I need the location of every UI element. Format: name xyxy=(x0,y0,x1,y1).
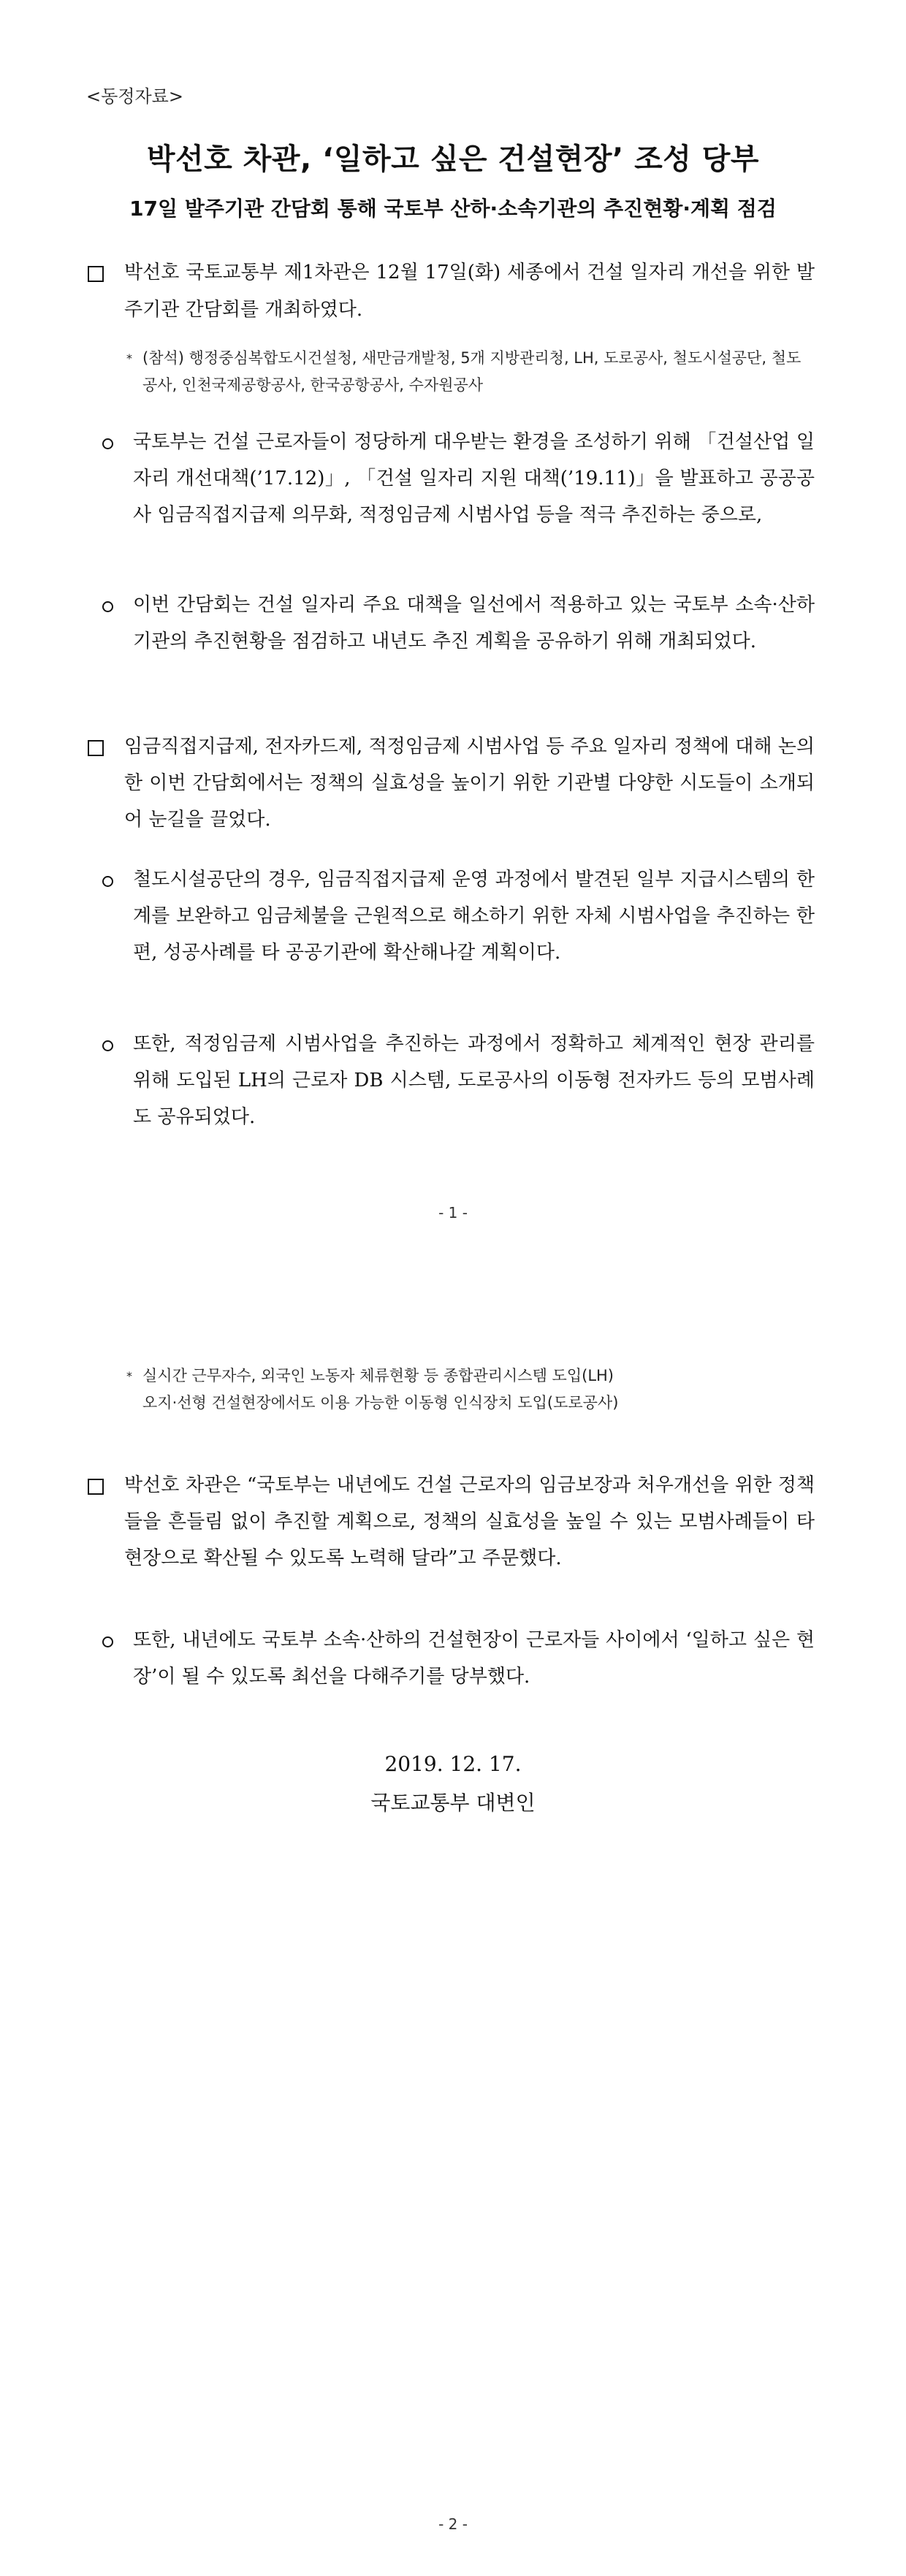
paragraph-3a: 또한, 내년에도 국토부 소속·산하의 건설현장이 근로자들 사이에서 ‘일하고 싶은 현장’이 될 수 있도록 최선을 다해주기를 당부했다. xyxy=(133,1629,815,1688)
paragraph-2a: 철도시설공단의 경우, 임금직접지급제 운영 과정에서 발견된 일부 지급시스템의 한계를 보완하고 임금체불을 근원적으로 해소하기 위한 자체 시범사업을 추진하는 한편, 성공사례를 타 공공기관에 확산해나갈 계획이다. xyxy=(133,869,815,964)
asterisk-icon: * xyxy=(126,1369,132,1383)
footnote-systems-line-2: 오지·선형 건설현장에서도 이용 가능한 이동형 인식장치 도입(도로공사) xyxy=(142,1394,619,1411)
paragraph-1b: 이번 간담회는 건설 일자리 주요 대책을 일선에서 적용하고 있는 국토부 소속·산하기관의 추진현황을 점검하고 내년도 추진 계획을 공유하기 위해 개최되었다. xyxy=(133,594,815,652)
asterisk-icon: * xyxy=(126,351,132,365)
circle-bullet-icon xyxy=(102,601,113,612)
circle-bullet-icon xyxy=(102,438,113,449)
square-bullet-icon xyxy=(88,740,104,756)
paragraph-1: 박선호 국토교통부 제1차관은 12월 17일(화) 세종에서 건설 일자리 개선을 위한 발주기관 간담회를 개최하였다. xyxy=(124,262,815,321)
footnote-systems xyxy=(126,1363,815,1417)
circle-bullet-icon xyxy=(102,1636,113,1647)
document-subtitle: 17일 발주기관 간담회 통해 국토부 산하·소속기관의 추진현황·계획 점검 xyxy=(129,197,777,221)
page-number: - 1 - xyxy=(438,1204,468,1222)
paragraph-3: 박선호 차관은 “국토부는 내년에도 건설 근로자의 임금보장과 처우개선을 위한 정책들을 흔들림 없이 추진할 계획으로, 정책의 실효성을 높일 수 있는 모범사례들이 타 현장으로 확산될 수 있도록 노력해 달라”고 주문했다. xyxy=(124,1474,815,1569)
document-page-2 xyxy=(0,1288,906,2576)
document-tag: <동정자료> xyxy=(86,86,183,107)
paragraph-1a: 국토부는 건설 근로자들이 정당하게 대우받는 환경을 조성하기 위해 「건설산업 일자리 개선대책(’17.12)」, 「건설 일자리 지원 대책(’19.11)」을 발표하고 공공공사 임금직접지급제 의무화, 적정임금제 시범사업 등을 적극 추진하는 중으로, xyxy=(133,431,815,526)
footnote-attendees xyxy=(126,345,815,399)
footnote-attendees-text: (참석) 행정중심복합도시건설청, 새만금개발청, 5개 지방관리청, LH, 도로공사, 철도시설공단, 철도공사, 인천국제공항공사, 한국공항공사, 수자원공사 xyxy=(142,349,802,394)
document-date: 2019. 12. 17. xyxy=(384,1752,522,1776)
footnote-systems-line-1: 실시간 근무자수, 외국인 노동자 체류현황 등 종합관리시스템 도입(LH) xyxy=(142,1367,614,1384)
document-signer: 국토교통부 대변인 xyxy=(370,1791,536,1815)
circle-bullet-icon xyxy=(102,1040,113,1051)
paragraph-2b: 또한, 적정임금제 시범사업을 추진하는 과정에서 정확하고 체계적인 현장 관리를 위해 도입된 LH의 근로자 DB 시스템, 도로공사의 이동형 전자카드 등의 모범사례도 공유되었다. xyxy=(133,1033,815,1128)
document-title: 박선호 차관, ‘일하고 싶은 건설현장’ 조성 당부 xyxy=(146,142,760,176)
circle-bullet-icon xyxy=(102,876,113,887)
page-number: - 2 - xyxy=(438,2515,468,2533)
square-bullet-icon xyxy=(88,266,104,282)
square-bullet-icon xyxy=(88,1479,104,1495)
paragraph-2: 임금직접지급제, 전자카드제, 적정임금제 시범사업 등 주요 일자리 정책에 대해 논의한 이번 간담회에서는 정책의 실효성을 높이기 위한 기관별 다양한 시도들이 소개되어 눈길을 끌었다. xyxy=(124,736,815,831)
